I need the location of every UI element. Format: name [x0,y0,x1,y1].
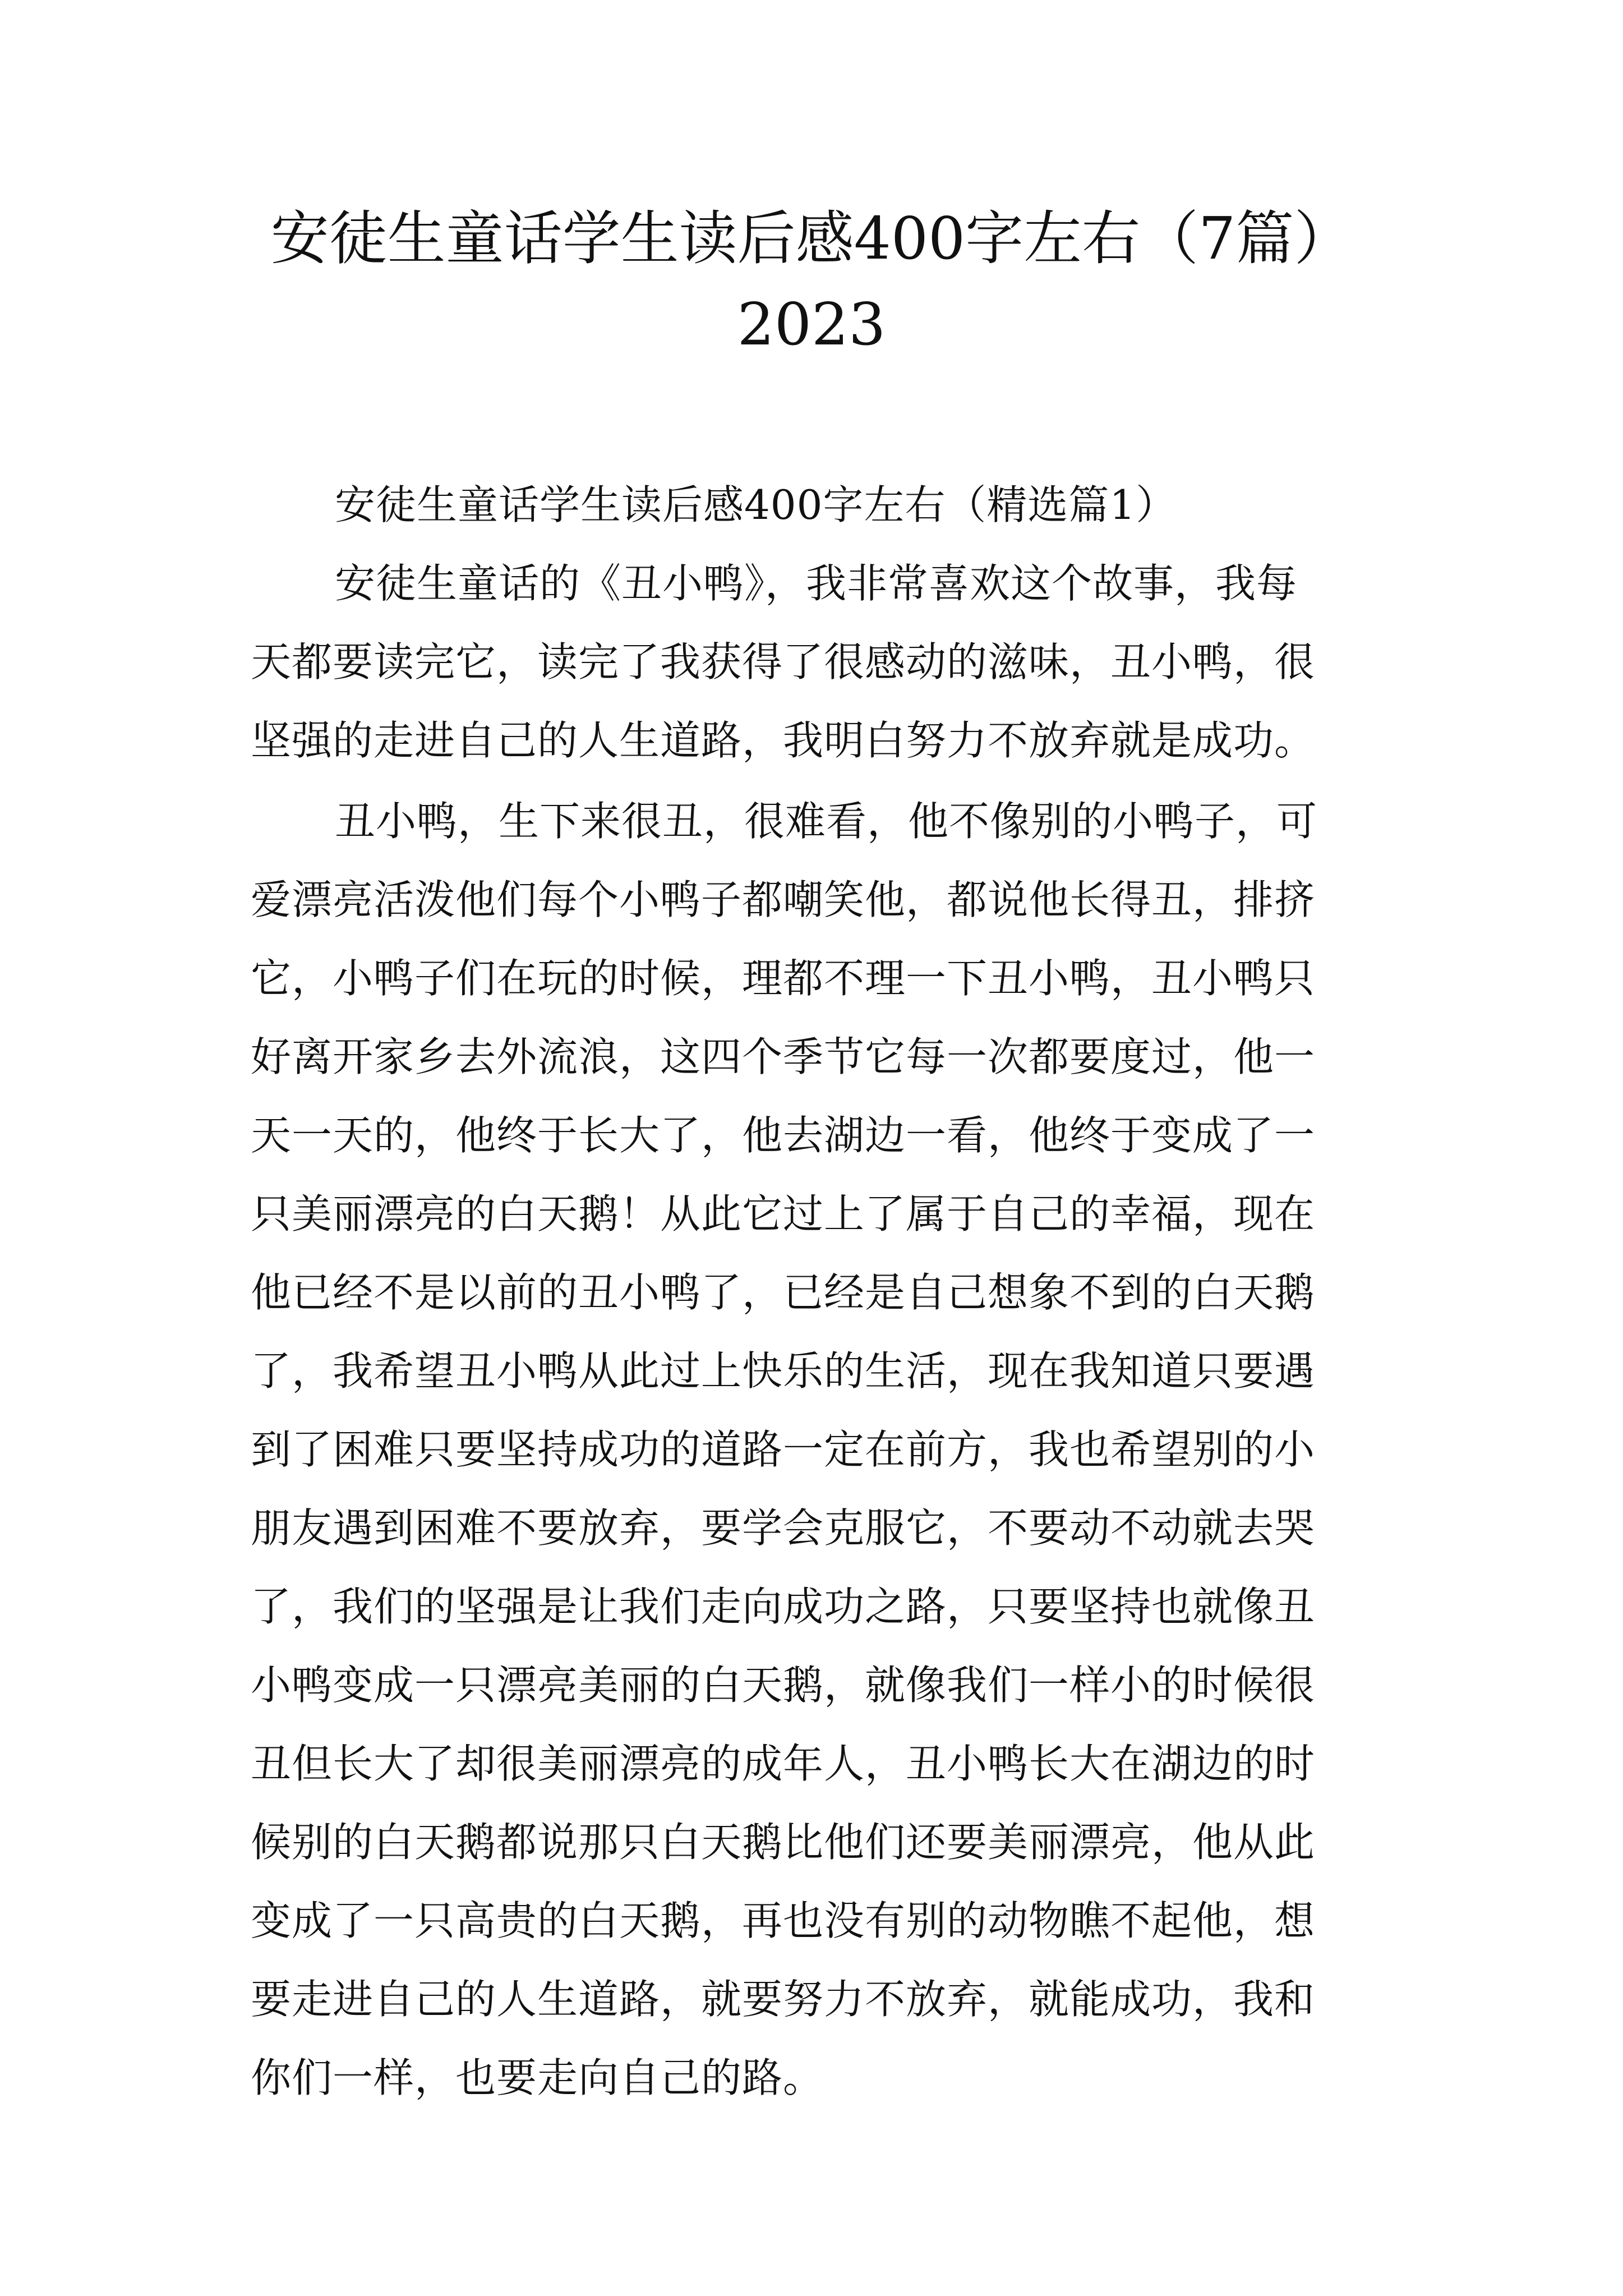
paragraph-line: 朋友遇到困难不要放弃，要学会克服它，不要动不动就去哭 [251,1504,1316,1552]
paragraph-line: 天一天的，他终于长大了，他去湖边一看，他终于变成了一 [251,1112,1316,1159]
paragraph-line: 他已经不是以前的丑小鸭了，已经是自己想象不到的白天鹅 [251,1269,1316,1316]
paragraph-line: 只美丽漂亮的白天鹅！从此它过上了属于自己的幸福，现在 [251,1190,1316,1237]
paragraph-line: 丑小鸭，生下来很丑，很难看，他不像别的小鸭子，可 [335,798,1318,845]
document-title-line-1: 安徒生童话学生读后感400字左右（7篇） [270,204,1353,273]
paragraph-line: 坚强的走进自己的人生道路，我明白努力不放弃就是成功。 [251,717,1316,764]
paragraph-line: 它，小鸭子们在玩的时候，理都不理一下丑小鸭，丑小鸭只 [251,955,1316,1002]
paragraph-line: 爱漂亮活泼他们每个小鸭子都嘲笑他，都说他长得丑，排挤 [251,876,1316,923]
paragraph-line: 小鸭变成一只漂亮美丽的白天鹅，就像我们一样小的时候很 [251,1662,1316,1709]
paragraph-line: 了，我希望丑小鸭从此过上快乐的生活，现在我知道只要遇 [251,1347,1316,1395]
paragraph-line: 天都要读完它，读完了我获得了很感动的滋味，丑小鸭，很 [251,638,1316,685]
paragraph-line: 安徒生童话的《丑小鸭》，我非常喜欢这个故事，我每 [335,560,1298,607]
paragraph-line: 了，我们的坚强是让我们走向成功之路，只要坚持也就像丑 [251,1583,1316,1630]
paragraph-line: 丑但长大了却很美丽漂亮的成年人，丑小鸭长大在湖边的时 [251,1740,1316,1787]
section-heading: 安徒生童话学生读后感400字左右（精选篇1） [335,481,1177,528]
paragraph-line: 要走进自己的人生道路，就要努力不放弃，就能成功，我和 [251,1976,1316,2023]
paragraph-line: 候别的白天鹅都说那只白天鹅比他们还要美丽漂亮，他从此 [251,1819,1316,1866]
paragraph-line: 到了困难只要坚持成功的道路一定在前方，我也希望别的小 [251,1426,1316,1473]
document-title-line-2: 2023 [737,290,886,358]
paragraph-line: 你们一样，也要走向自己的路。 [251,2054,824,2101]
paragraph-line: 好离开家乡去外流浪，这四个季节它每一次都要度过，他一 [251,1033,1316,1080]
paragraph-line: 变成了一只高贵的白天鹅，再也没有别的动物瞧不起他，想 [251,1897,1316,1944]
